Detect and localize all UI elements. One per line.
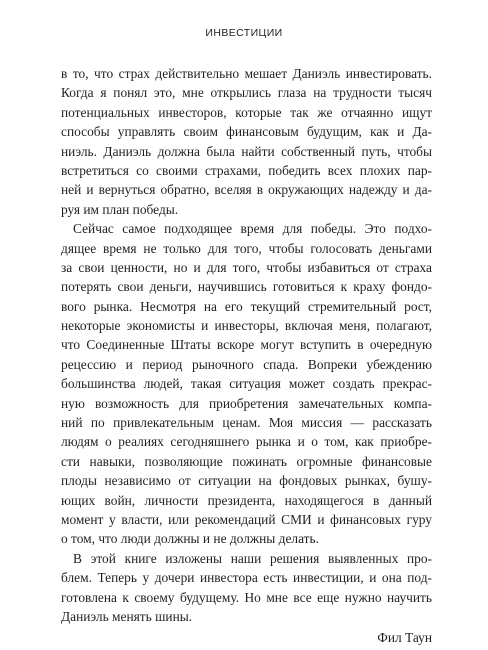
paragraph-1-line: ниэль. Даниэль должна была найти собственный путь, чтобы — [61, 143, 432, 159]
paragraph-2-line: ную возможность для приобретения замечательных компа- — [61, 395, 432, 411]
paragraph-1-line: встретиться со своими страхами, победить всех плохих пар- — [61, 162, 432, 178]
paragraph-2-line: плоды независимо от ситуации на фондовых рынках, бушу- — [61, 473, 432, 489]
paragraph-1-line: Когда я понял это, мне открылись глаза на трудности тысяч — [61, 85, 432, 101]
paragraph-2-line: о том, что люди должны и не должны делать. — [61, 531, 319, 547]
paragraph-1-line: способы управлять своим финансовым будущим, как и Да- — [61, 124, 432, 140]
paragraph-2-line: рецессию и период рыночного спада. Вопреки убеждению — [61, 356, 432, 372]
paragraph-1-line: потенциальных инвесторов, которые так же отчаянно ищут — [61, 104, 432, 120]
paragraph-2-line: момент у власти, или рекомендаций СМИ и финансовых гуру — [61, 511, 432, 527]
paragraph-2-line: потерять свои деньги, научившись готовиться к краху фондо- — [61, 279, 432, 295]
paragraph-3-line: готовлена к своему будущему. Но мне все еще нужно научить — [61, 589, 432, 605]
paragraph-1-line: в то, что страх действительно мешает Даниэль инвестировать. — [61, 66, 432, 81]
paragraph-2-line: Сейчас самое подходящее время для победы. Это подхо- — [73, 221, 432, 237]
paragraph-2-line: ющих войн, личности президента, находящегося в данный — [61, 492, 432, 508]
paragraph-3-line: Даниэль менять шины. — [61, 608, 193, 624]
author-signature: Фил Таун — [377, 630, 432, 646]
paragraph-2-line: некоторые экономисты и инвесторы, включая меня, полагают, — [61, 318, 432, 334]
paragraph-2-line: людям о реалиях сегодняшнего рынка и о том, как приобре- — [61, 434, 432, 450]
paragraph-2-line: ний по привлекательным ценам. Моя миссия — рассказать — [61, 415, 432, 431]
running-header: ИНВЕСТИЦИИ — [205, 27, 283, 39]
paragraph-2-line: большинства людей, такая ситуация может создать прекрас- — [61, 376, 432, 392]
paragraph-2-line: что Соединенные Штаты вскоре могут вступить в очередную — [61, 337, 432, 353]
paragraph-2-line: за свои ценности, но и для того, чтобы избавиться от страха — [61, 259, 432, 275]
paragraph-3-line: В этой книге изложены наши решения выявленных про- — [73, 550, 432, 566]
paragraph-3-line: блем. Теперь у дочери инвестора есть инвестиции, и она под- — [61, 570, 432, 586]
page-body — [61, 64, 432, 648]
paragraph-1-line: ней и вернуться обратно, вселяя в окружающих надежду и да- — [61, 182, 432, 198]
paragraph-2-line: вого рынка. Несмотря на его текущий стремительный рост, — [61, 298, 432, 314]
paragraph-2-line: дящее время не только для того, чтобы голосовать деньгами — [61, 240, 432, 256]
paragraph-2-line: сти навыки, позволяющие пожинать огромные финансовые — [61, 453, 432, 469]
paragraph-1-line: руя им план победы. — [61, 201, 179, 217]
